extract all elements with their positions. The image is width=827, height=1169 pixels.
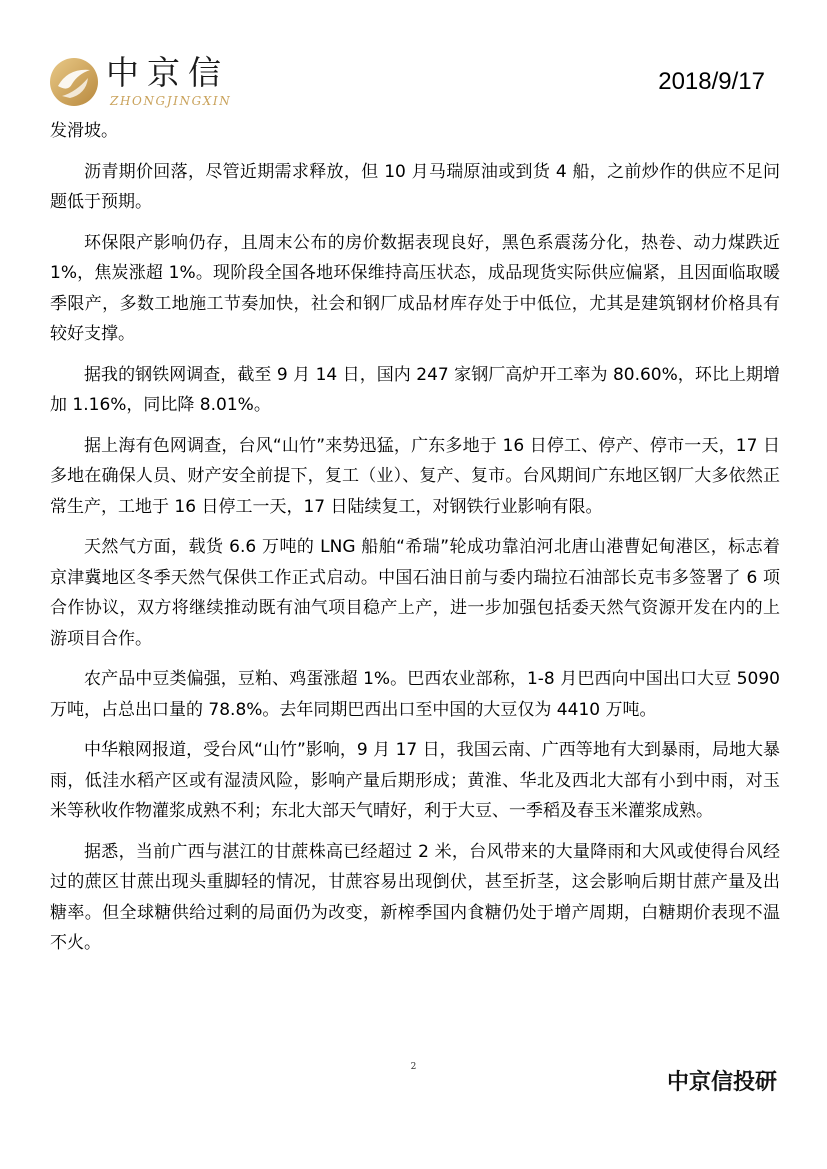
logo-chinese-name: 中京信 [106, 53, 229, 92]
paragraph: 沥青期价回落，尽管近期需求释放，但 10 月马瑞原油或到货 4 船，之前炒作的供应不足问题低于预期。 [50, 161, 780, 212]
paragraph: 天然气方面，载货 6.6 万吨的 LNG 船舶“希瑞”轮成功靠泊河北唐山港曹妃甸港区，标志着京津冀地区冬季天然气保供工作正式启动。中国石油日前与委内瑞拉石油部长克韦多签署了 6 项合作协议，双方将继续推动既有油气项目稳产上产，进一步加强包括委天然气资源开发在内的上游项目合作。 [50, 537, 780, 649]
paragraph: 据悉，当前广西与湛江的甘蔗株高已经超过 2 米，台风带来的大量降雨和大风或使得台风经过的蔗区甘蔗出现头重脚轻的情况，甘蔗容易出现倒伏，甚至折茎，这会影响后期甘蔗产量及出糖率。但全球糖供给过剩的局面仍为改变，新榨季国内食糖仍处于增产周期，白糖期价表现不温不火。 [50, 841, 780, 953]
document-body [50, 116, 780, 969]
company-logo [48, 52, 248, 122]
page-number: 2 [410, 1062, 417, 1072]
paragraph: 农产品中豆类偏强，豆粕、鸡蛋涨超 1%。巴西农业部称，1-8 月巴西向中国出口大豆 5090 万吨，占总出口量的 78.8%。去年同期巴西出口至中国的大豆仅为 4410 万吨。 [50, 669, 780, 720]
logo-english-name: ZHONGJINGXIN [110, 94, 232, 108]
paragraph: 据上海有色网调查，台风“山竹”来势迅猛，广东多地于 16 日停工、停产、停市一天，17 日多地在确保人员、财产安全前提下，复工（业）、复产、复市。台风期间广东地区钢厂大多依然正常生产，工地于 16 日停工一天，17 日陆续复工，对钢铁行业影响有限。 [50, 435, 780, 517]
logo-emblem-icon [48, 56, 100, 108]
paragraph: 环保限产影响仍存，且周末公布的房价数据表现良好，黑色系震荡分化，热卷、动力煤跌近 1%，焦炭涨超 1%。现阶段全国各地环保维持高压状态，成品现货实际供应偏紧，且因面临取暖季限产，多数工地施工节奏加快，社会和钢厂成品材库存处于中低位，尤其是建筑钢材价格具有较好支撑。 [50, 232, 780, 344]
paragraph: 中华粮网报道，受台风“山竹”影响，9 月 17 日，我国云南、广西等地有大到暴雨，局地大暴雨，低洼水稻产区或有湿渍风险，影响产量后期形成；黄淮、华北及西北大部有小到中雨，对玉米等秋收作物灌浆成熟不利；东北大部天气晴好，利于大豆、一季稻及春玉米灌浆成熟。 [50, 740, 780, 821]
paragraph: 发滑坡。 [50, 121, 118, 141]
report-date: 2018/9/17 [658, 68, 765, 95]
footer-brand: 中京信投研 [666, 1070, 777, 1095]
page-header [0, 0, 827, 120]
paragraph: 据我的钢铁网调查，截至 9 月 14 日，国内 247 家钢厂高炉开工率为 80.60%，环比上期增加 1.16%，同比降 8.01%。 [50, 364, 780, 415]
